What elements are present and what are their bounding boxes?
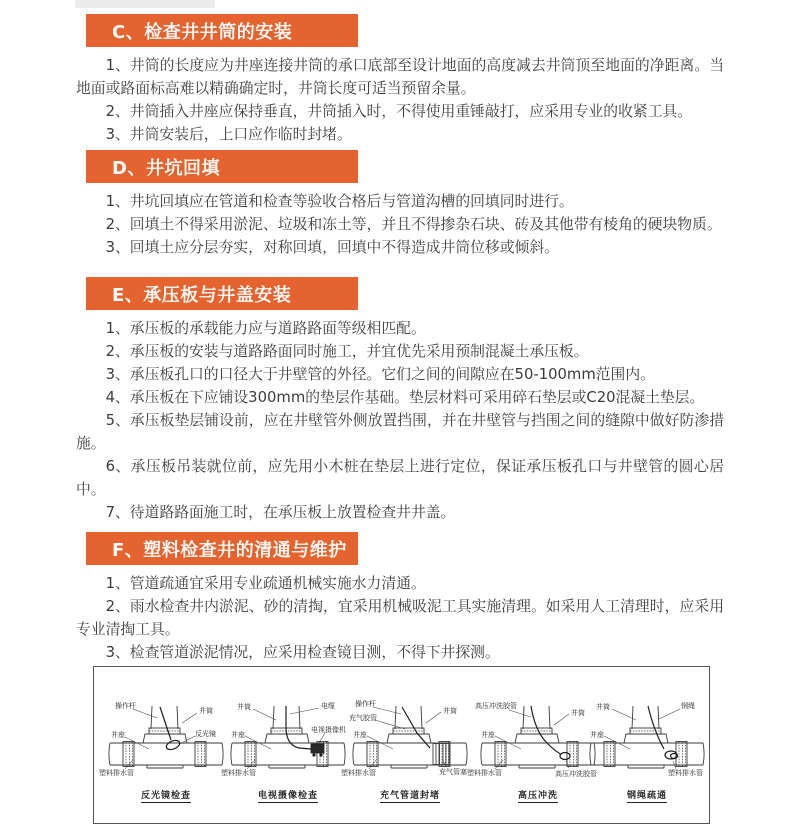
section-e-item-5: 5、承压板垫层铺设前，应在井壁管外侧放置挡围，并在井壁管与挡围之间的缝隙中做好防渗措施。 [76,412,724,452]
figure-high-pressure-flushing [467,702,597,803]
section-d-item-2: 2、回填土不得采用淤泥、垃圾和冻土等，并且不得掺杂石块、砖及其他带有棱角的硬块物质。 [105,216,722,233]
figure-label: 井筒 [237,703,251,711]
section-e-item-7: 7、待道路路面施工时，在承压板上放置检查井井盖。 [105,504,456,521]
figure-label: 塑料排水管 [99,769,134,777]
figure-label: 充气胶管 [349,714,377,722]
figure-label: 塑料排水管 [341,769,376,777]
figure-caption-wrap [479,783,597,802]
figure-caption-wrap [588,783,706,802]
figure-tv-camera-inspection [221,702,347,803]
figure-inflatable-plugging [341,700,469,803]
figure-label: 井座 [590,731,604,739]
figure-label: 井座 [231,731,245,739]
figure-mirror-inspection [99,702,225,803]
section-e-item-2: 2、承压板的安装与道路路面同时施工，并宜优先采用预制混凝土承压板。 [105,343,589,360]
figure-label: 井筒 [571,709,585,717]
section-d-title: D、井坑回填 [112,157,220,179]
figure-label: 井筒 [443,707,457,715]
figure-label: 井筒 [596,703,610,711]
figure-caption: 电视摄像检查 [257,791,318,801]
section-c-header [86,14,358,47]
section-c [76,14,724,146]
figure-label: 操作杆 [355,700,376,708]
figure-label: 井座 [111,731,125,739]
figure-caption: 高压冲洗 [517,791,558,801]
figure-caption: 充气管道封堵 [379,791,440,801]
section-e-title: E、承压板与井盖安装 [112,284,292,306]
section-d [76,150,724,259]
figure-label: 井座 [353,731,367,739]
section-f-item-1: 1、管道疏通宜采用专业疏通机械实施水力清通。 [105,575,426,592]
figure-label: 反光镜 [195,730,216,738]
figure-label: 电视摄像机 [311,726,346,734]
figure-label: 操作杆 [115,702,136,710]
section-c-title: C、检查井井筒的安装 [112,21,293,43]
section-c-item-3: 3、井筒安装后，上口应作临时封堵。 [105,126,352,143]
figure-label: 电缆 [321,702,335,710]
previous-section-remnant [75,0,215,8]
figure-label: 高压冲洗胶管 [555,770,597,778]
figure-label: 高压冲洗胶管 [475,702,517,710]
section-d-item-1: 1、井坑回填应在管道和检查等验收合格后与管道沟槽的回填同时进行。 [105,193,574,210]
figure-label: 井筒 [199,707,213,715]
section-e [76,277,724,524]
figure-label: 井座 [481,731,495,739]
section-e-header [86,277,358,310]
section-e-item-1: 1、承压板的承载能力应与道路路面等级相匹配。 [105,320,426,337]
section-e-item-6: 6、承压板吊装就位前，应先用小木桩在垫层上进行定位，保证承压板孔口与井壁管的圆心居中。 [76,458,724,498]
section-e-item-3: 3、承压板孔口的口径大于井壁管的外径。它们之间的间隙应在50-100mm范围内。 [105,366,655,383]
section-f [76,532,724,664]
section-f-title: F、塑料检查井的清通与维护 [112,539,347,561]
figure-caption: 钢绳疏通 [626,791,667,801]
section-d-header [86,150,358,183]
section-e-item-4: 4、承压板在下应铺设300mm的垫层作基础。垫层材料可采用碎石垫层或C20混凝土垫层。 [105,389,705,406]
figure-label: 充气管塞 [439,768,467,776]
figure-label: 塑料排水管 [668,769,703,777]
figure-caption-wrap [351,783,469,802]
figure-caption: 反光镜检查 [140,791,191,801]
figure-label: 钢绳 [681,702,695,710]
section-f-header [86,532,358,565]
figure-label: 塑料排水管 [221,769,256,777]
diagram-box [93,666,710,824]
section-d-item-3: 3、回填土应分层夯实，对称回填，回填中不得造成井筒位移或倾斜。 [105,239,559,256]
figure-steel-rope-dredging [588,703,706,803]
section-c-item-2: 2、井筒插入井座应保持垂直，井筒插入时，不得使用重锤敲打，应采用专业的收紧工具。 [105,103,693,120]
section-f-item-2: 2、雨水检查井内淤泥、砂的清掏，宜采用机械吸泥工具实施清理。如采用人工清理时，应采用专业清掏工具。 [76,598,724,638]
figure-caption-wrap [107,783,225,802]
figure-caption-wrap [229,783,347,802]
section-c-item-1: 1、井筒的长度应为井座连接井筒的承口底部至设计地面的高度减去井筒顶至地面的净距离。当地面或路面标高难以精确确定时，井筒长度可适当预留余量。 [76,57,724,97]
section-f-item-3: 3、检查管道淤泥情况，应采用检查镜目测，不得下井探测。 [105,644,500,661]
figure-label: 塑料排水管 [467,769,502,777]
